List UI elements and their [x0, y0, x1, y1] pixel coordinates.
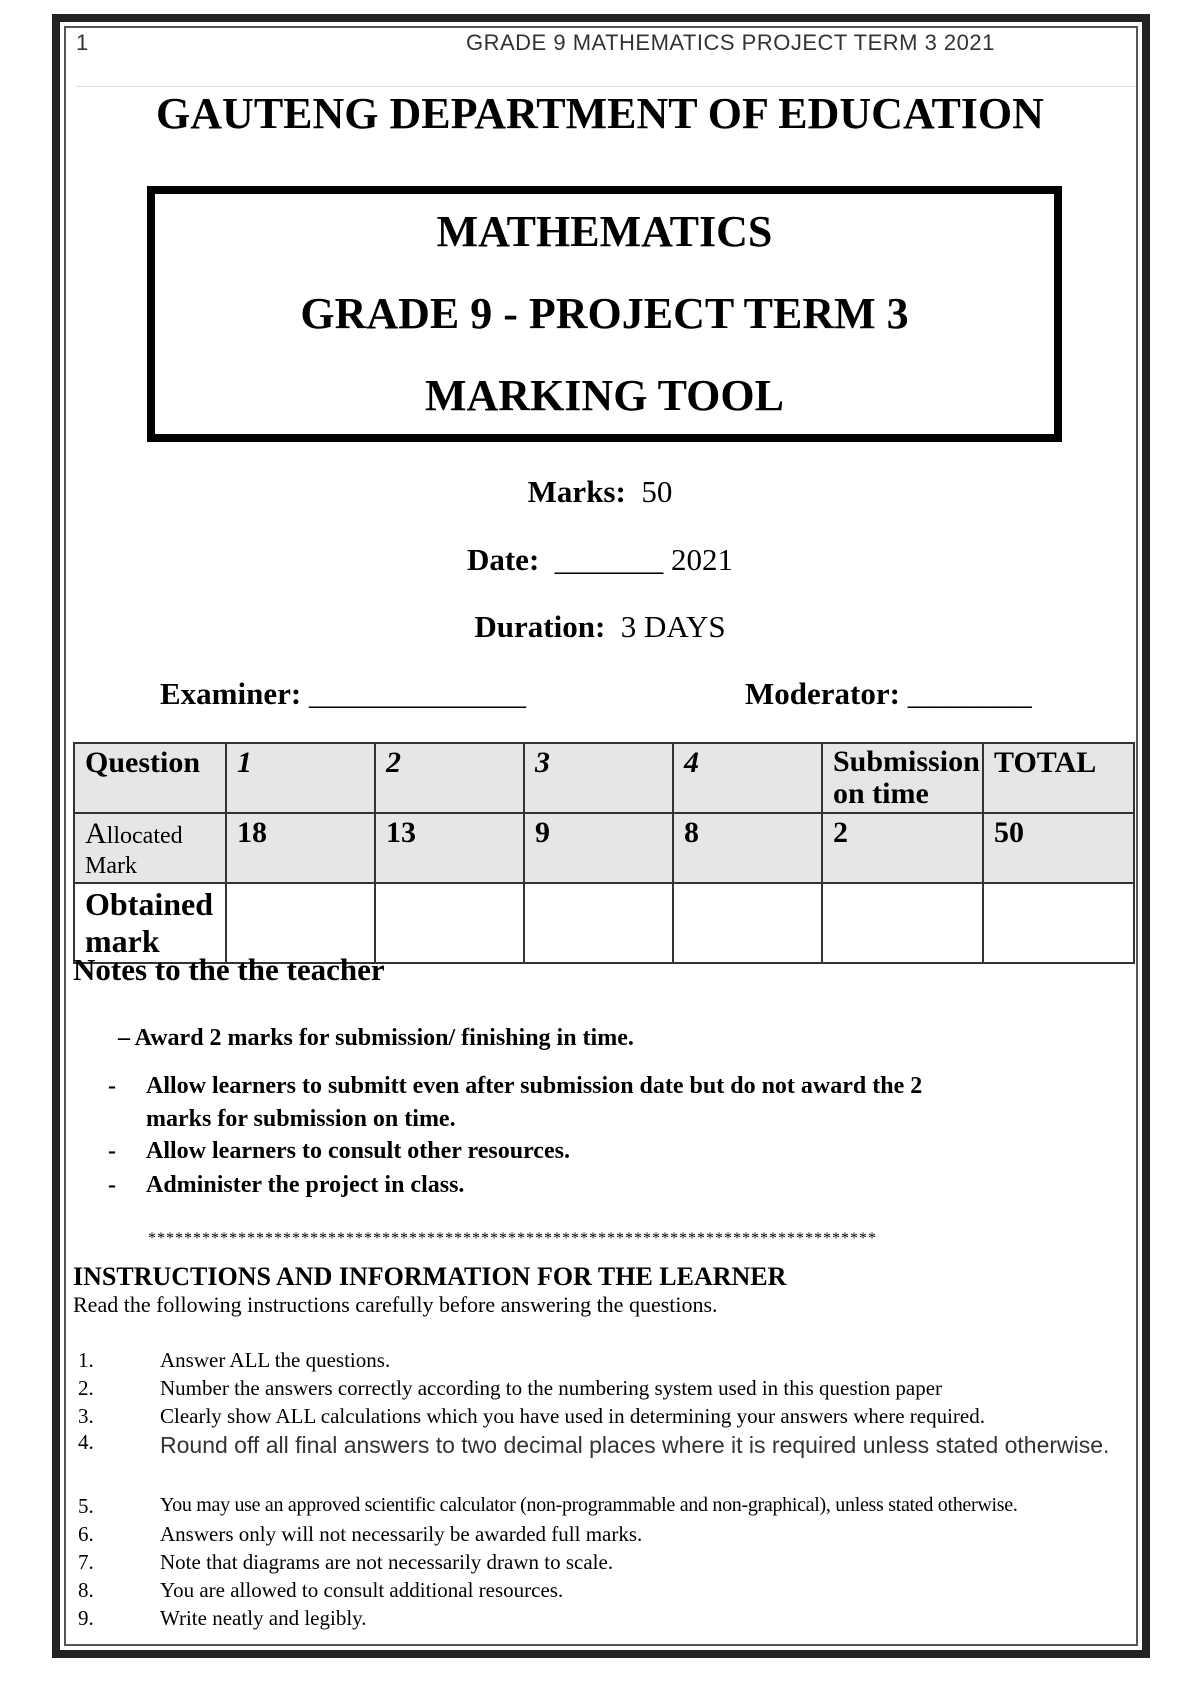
examiner-label: Examiner: [160, 676, 302, 711]
table-cell: 50 [983, 813, 1134, 883]
table-cell[interactable] [822, 883, 983, 963]
subject-title: MATHEMATICS [436, 207, 773, 256]
moderator-line [745, 676, 1032, 712]
instructions-title: INSTRUCTIONS AND INFORMATION FOR THE LEARNER [73, 1262, 787, 1291]
note-text: Allow learners to consult other resources. [146, 1138, 570, 1164]
list-item-text: Clearly show ALL calculations which you have used in determining your answers where required. [160, 1404, 985, 1428]
list-item-text: Number the answers correctly according to the numbering system used in this question paper [160, 1376, 943, 1400]
project-title: GRADE 9 - PROJECT TERM 3 [300, 289, 909, 338]
list-item-number: 2. [78, 1376, 94, 1400]
list-item-text: Note that diagrams are not necessarily drawn to scale. [160, 1550, 614, 1574]
list-item-number: 7. [78, 1550, 94, 1574]
list-item-text: You are allowed to consult additional resources. [160, 1578, 564, 1602]
table-cell: 1 [226, 743, 375, 813]
table-cell: Allocated Mark [74, 813, 226, 883]
page-number: 1 [76, 30, 89, 55]
date-label: Date: [466, 542, 540, 577]
list-item-number: 9. [78, 1606, 94, 1630]
list-item-number: 4. [78, 1430, 94, 1454]
note-bullet: - [108, 1172, 116, 1198]
note-text: Administer the project in class. [146, 1172, 465, 1198]
date-value: _______ 2021 [554, 542, 734, 577]
table-row [74, 813, 1134, 883]
table-cell: 2 [822, 813, 983, 883]
table-cell: 3 [524, 743, 673, 813]
tool-title: MARKING TOOL [425, 371, 784, 420]
table-cell[interactable] [524, 883, 673, 963]
list-item-number: 3. [78, 1404, 94, 1428]
moderator-value: ________ [907, 676, 1032, 711]
title-box [147, 186, 1062, 442]
list-item-text: You may use an approved scientific calculator (non-programmable and non-graphical), unless stated otherwise. [160, 1494, 1018, 1516]
department-title: GAUTENG DEPARTMENT OF EDUCATION [156, 89, 1044, 138]
table-cell: Question [74, 743, 226, 813]
divider-stars: ********************************************************************************* [148, 1230, 877, 1247]
running-title: GRADE 9 MATHEMATICS PROJECT TERM 3 2021 [466, 30, 995, 55]
table-cell: 8 [673, 813, 822, 883]
table-cell: 9 [524, 813, 673, 883]
note-bullet: - [108, 1073, 116, 1099]
duration-line [0, 609, 1200, 645]
table-cell: 18 [226, 813, 375, 883]
list-item-number: 5. [78, 1494, 94, 1518]
table-cell: 13 [375, 813, 524, 883]
marks-table [73, 742, 1135, 964]
date-line [0, 542, 1200, 578]
list-item-text: Write neatly and legibly. [160, 1606, 367, 1630]
table-cell[interactable] [375, 883, 524, 963]
list-item-text: Round off all final answers to two decimal places where it is required unless stated otherwise. [160, 1432, 1110, 1458]
notes-title: Notes to the the teacher [73, 952, 385, 987]
table-cell[interactable] [983, 883, 1134, 963]
note-text: Allow learners to submitt even after submission date but do not award the 2 [146, 1073, 923, 1099]
list-item-number: 8. [78, 1578, 94, 1602]
examiner-value: ______________ [308, 676, 526, 711]
award-note: – Award 2 marks for submission/ finishing in time. [118, 1025, 634, 1051]
table-cell[interactable] [673, 883, 822, 963]
marks-label: Marks: [527, 474, 626, 509]
list-item-text: Answer ALL the questions. [160, 1348, 391, 1372]
table-cell: 4 [673, 743, 822, 813]
duration-label: Duration: [474, 609, 606, 644]
table-cell: Submission on time [822, 743, 983, 813]
table-header-row [74, 743, 1134, 813]
duration-value: 3 DAYS [620, 609, 726, 644]
instructions-subtitle: Read the following instructions carefully before answering the questions. [73, 1292, 718, 1317]
table-cell: TOTAL [983, 743, 1134, 813]
marks-value: 50 [641, 474, 673, 509]
examiner-line [160, 676, 526, 712]
table-cell: Obtained mark [74, 883, 226, 963]
list-item-text: Answers only will not necessarily be awarded full marks. [160, 1522, 643, 1546]
table-cell: 2 [375, 743, 524, 813]
table-cell[interactable] [226, 883, 375, 963]
running-header [76, 30, 1136, 87]
table-row [74, 883, 1134, 963]
note-text: marks for submission on time. [146, 1106, 456, 1132]
moderator-label: Moderator: [745, 676, 900, 711]
note-bullet: - [108, 1138, 116, 1164]
list-item-number: 1. [78, 1348, 94, 1372]
list-item-number: 6. [78, 1522, 94, 1546]
marks-line [0, 474, 1200, 510]
